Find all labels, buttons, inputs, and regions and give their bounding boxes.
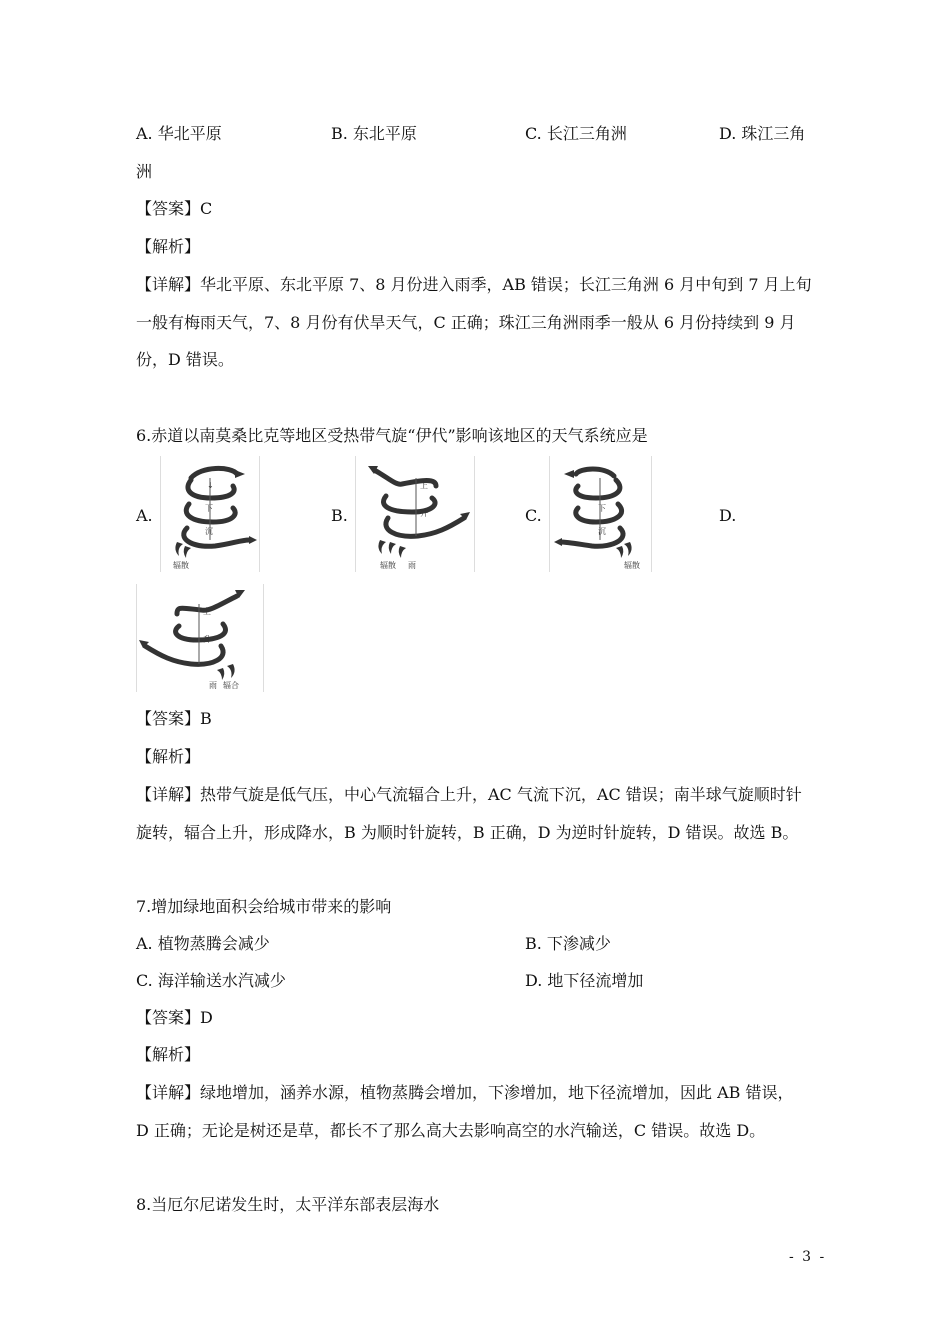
figure-d-top-label: 上 xyxy=(203,607,211,616)
q7-option-a: A. 植物蒸腾会减少 xyxy=(136,934,270,953)
q6-option-b-letter: B. xyxy=(331,506,348,525)
q5-option-d-wrap: 洲 xyxy=(136,162,153,181)
figure-d-foot-label-2: 辐合 xyxy=(223,681,239,690)
q5-option-b: B. 东北平原 xyxy=(331,124,417,143)
q7-question: 7.增加绿地面积会给城市带来的影响 xyxy=(136,897,392,916)
q6-figure-d xyxy=(136,584,264,692)
figure-c-foot-label: 辐散 xyxy=(624,561,640,570)
q7-detail-line-2: D 正确；无论是树还是草，都长不了那么高大去影响高空的水汽输送，C 错误。故选 D。 xyxy=(136,1121,766,1140)
q5-detail-line-2: 一般有梅雨天气，7、8 月份有伏旱天气，C 正确；珠江三角洲雨季一般从 6 月份持续到 9 月 xyxy=(136,313,796,332)
q5-analysis-heading: 【解析】 xyxy=(136,237,201,256)
q7-answer: 【答案】D xyxy=(136,1008,213,1027)
figure-b-foot-label-2: 雨 xyxy=(408,561,416,570)
figure-a-mid-label: 下 xyxy=(205,504,213,513)
q8-question: 8.当厄尔尼诺发生时，太平洋东部表层海水 xyxy=(136,1195,440,1214)
q6-figure-b xyxy=(355,456,475,572)
figure-d-mid-label: 升 xyxy=(203,635,211,644)
q6-option-a-letter: A. xyxy=(136,506,153,525)
figure-c-mid-label: 下 xyxy=(598,504,606,513)
figure-b-mid-label: 升 xyxy=(420,509,428,518)
q5-answer: 【答案】C xyxy=(136,199,213,218)
descending-spiral-counterclockwise-icon xyxy=(550,456,651,572)
q6-answer: 【答案】B xyxy=(136,709,212,728)
q6-figure-a xyxy=(160,456,260,572)
q5-detail-line-3: 份，D 错误。 xyxy=(136,350,234,369)
q5-option-d: D. 珠江三角 xyxy=(719,124,806,143)
q7-option-b: B. 下渗减少 xyxy=(525,934,611,953)
q6-analysis-heading: 【解析】 xyxy=(136,747,201,766)
q6-detail-line-2: 旋转，辐合上升，形成降水，B 为顺时针旋转，B 正确，D 为逆时针旋转，D 错误。故选 B。 xyxy=(136,823,799,842)
q5-option-a: A. 华北平原 xyxy=(136,124,222,143)
q6-option-d-letter: D. xyxy=(719,506,737,525)
q6-detail-line-1: 【详解】热带气旋是低气压，中心气流辐合上升，AC 气流下沉，AC 错误；南半球气旋顺时针 xyxy=(136,785,802,804)
ascending-spiral-counterclockwise-icon xyxy=(137,584,263,692)
q6-figure-c xyxy=(549,456,652,572)
figure-a-bot-label: 沉 xyxy=(205,527,213,536)
ascending-spiral-clockwise-icon xyxy=(356,456,474,572)
figure-a-foot-label: 辐散 xyxy=(173,561,189,570)
figure-c-bot-label: 沉 xyxy=(598,527,606,536)
q7-option-d: D. 地下径流增加 xyxy=(525,971,644,990)
figure-a-top-arrow: ↓ xyxy=(207,481,214,490)
q6-option-c-letter: C. xyxy=(525,506,542,525)
q6-question: 6.赤道以南莫桑比克等地区受热带气旋“伊代”影响该地区的天气系统应是 xyxy=(136,426,648,445)
descending-spiral-clockwise-icon xyxy=(161,456,259,572)
q7-detail-line-1: 【详解】绿地增加，涵养水源，植物蒸腾会增加，下渗增加，地下径流增加，因此 AB 错误， xyxy=(136,1083,794,1102)
q7-analysis-heading: 【解析】 xyxy=(136,1045,201,1064)
q5-detail-line-1: 【详解】华北平原、东北平原 7、8 月份进入雨季，AB 错误；长江三角洲 6 月中旬到 7 月上旬 xyxy=(136,275,812,294)
figure-b-foot-label-1: 辐散 xyxy=(380,561,396,570)
figure-d-foot-label-1: 雨 xyxy=(209,681,217,690)
q5-option-c: C. 长江三角洲 xyxy=(525,124,627,143)
q7-option-c: C. 海洋输送水汽减少 xyxy=(136,971,286,990)
figure-b-top-label: 上 xyxy=(420,481,428,490)
page-number: - 3 - xyxy=(789,1249,827,1265)
